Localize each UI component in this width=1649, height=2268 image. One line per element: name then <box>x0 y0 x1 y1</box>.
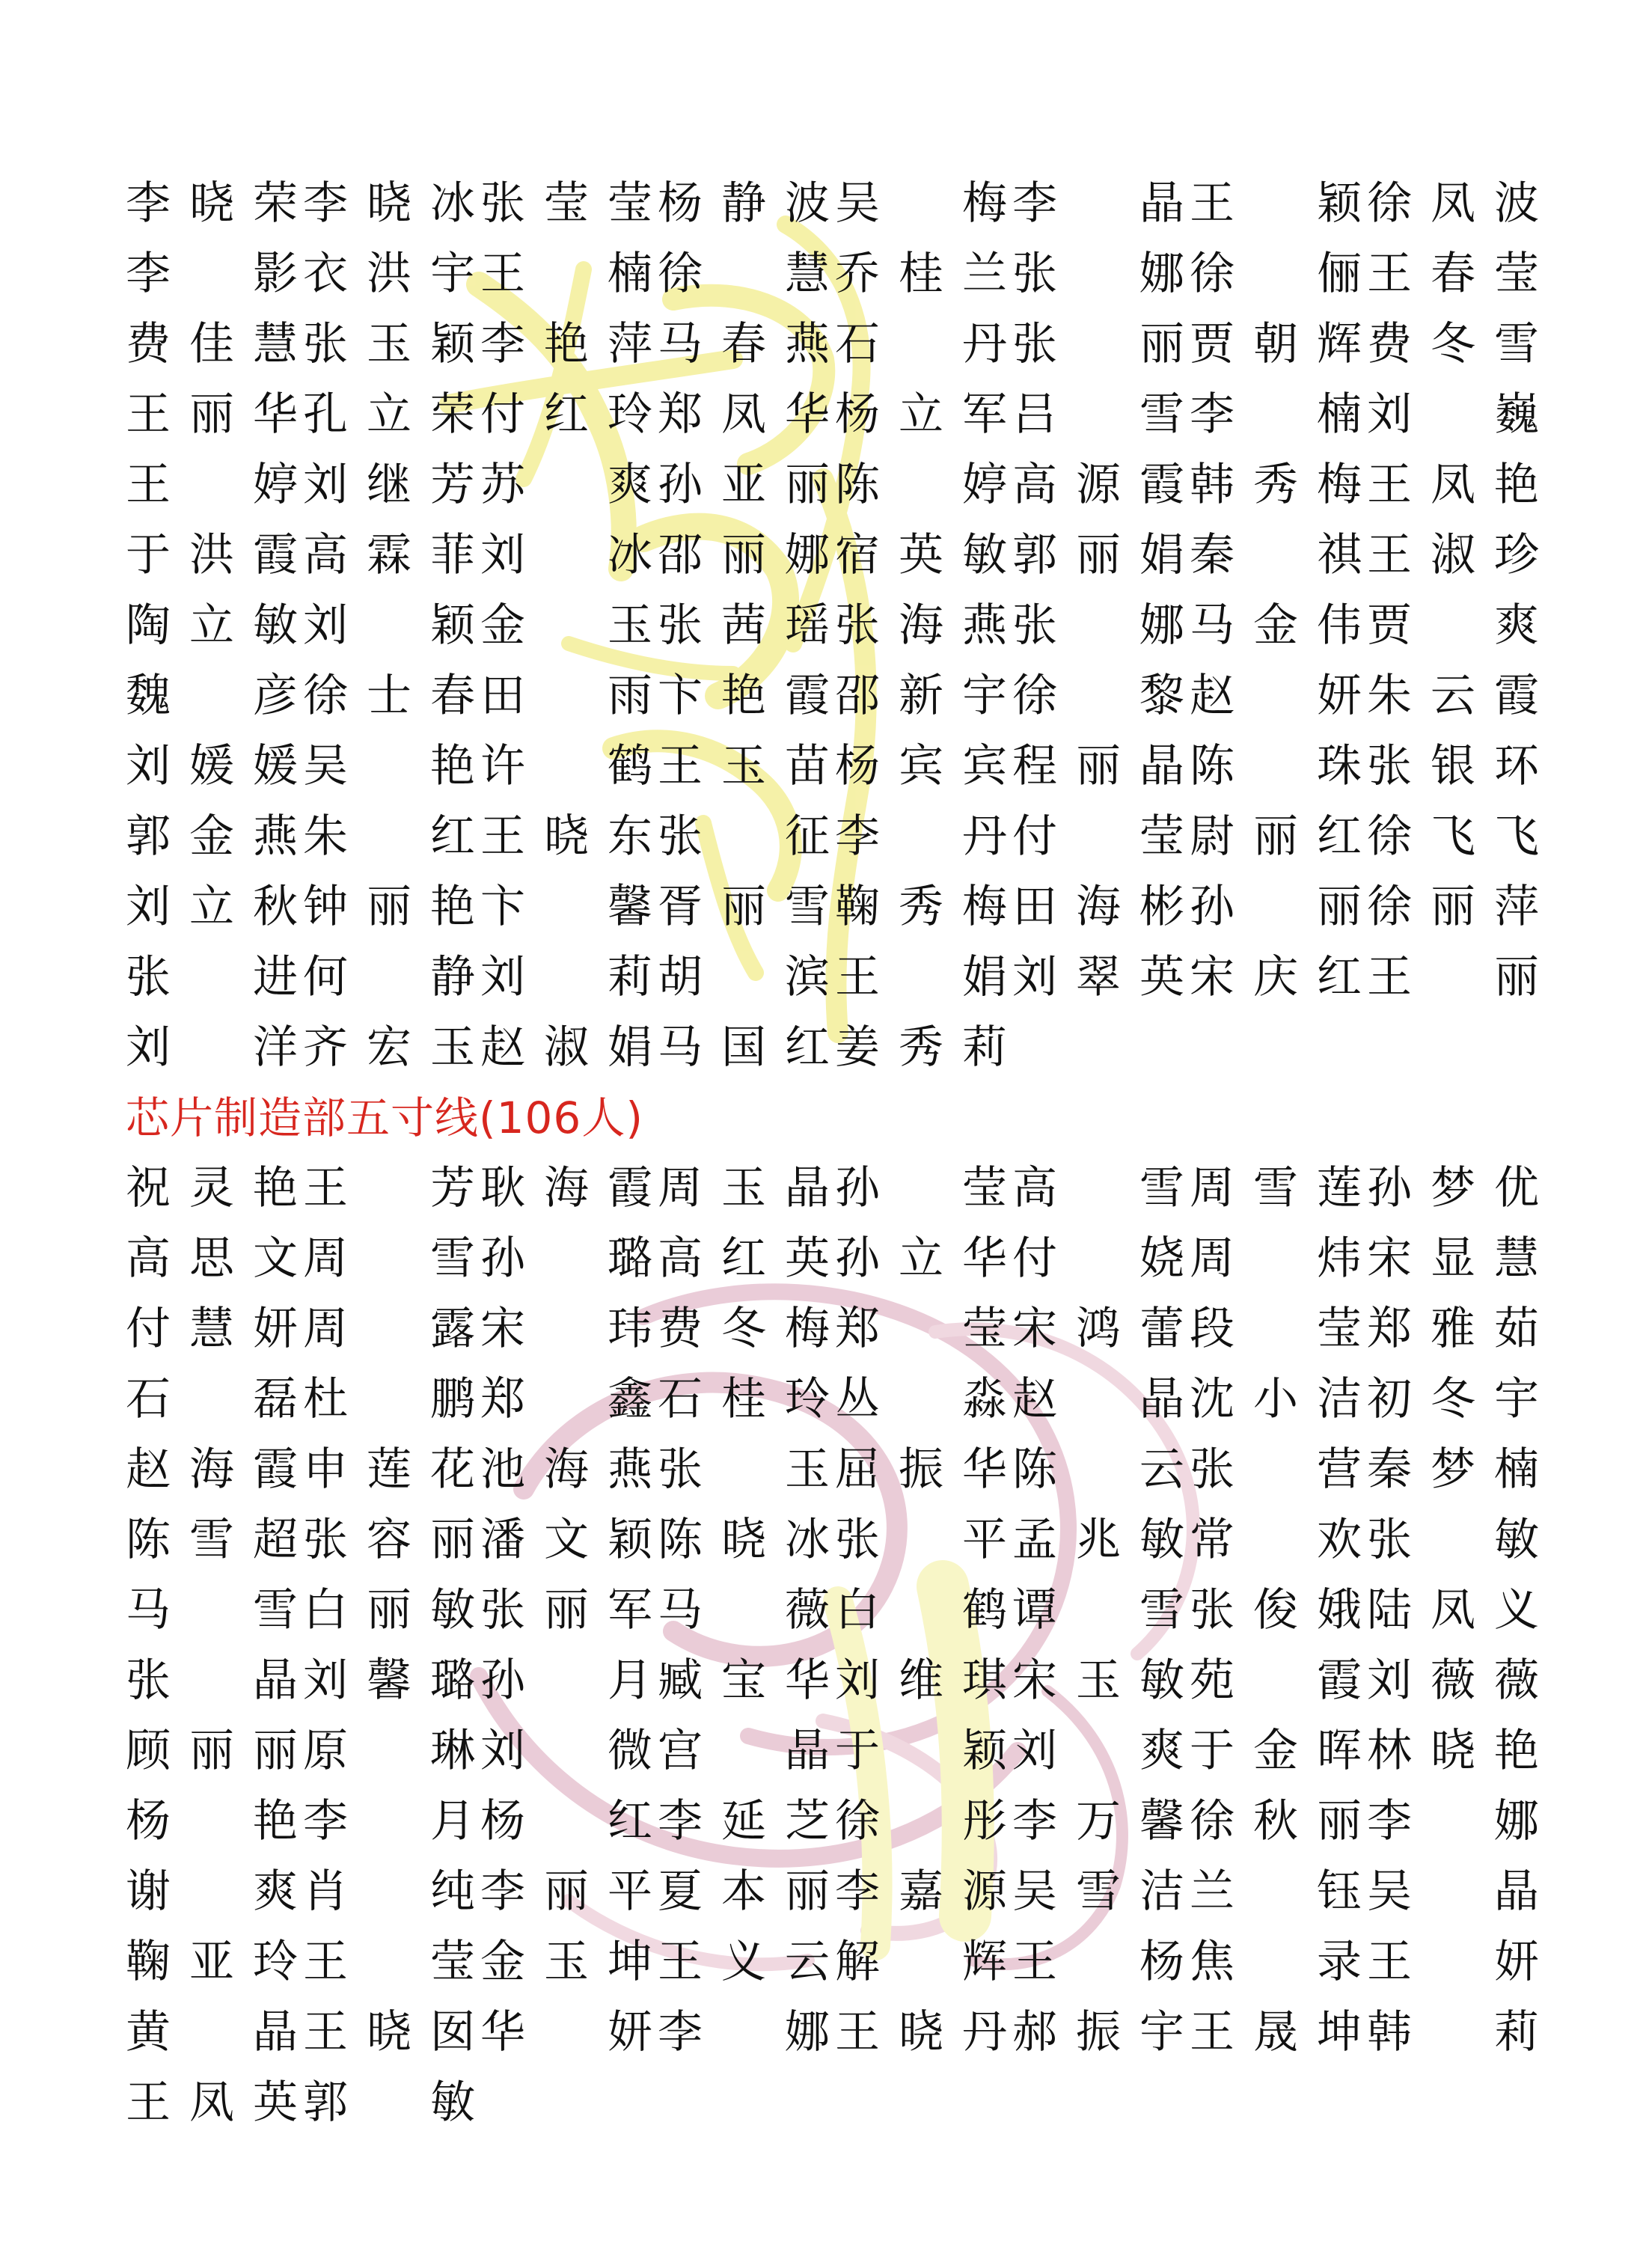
name-entry: 邵 丽 娜 <box>658 529 830 581</box>
name-entry: 徐 彤 <box>835 1795 1007 1847</box>
name-entry: 韩 莉 <box>1367 2006 1539 2058</box>
name-entry: 陈 珠 <box>1190 740 1362 792</box>
name-entry: 徐 秋 丽 <box>1190 1795 1362 1847</box>
name-entry: 孙 亚 丽 <box>658 459 830 511</box>
name-entry: 王 义 云 <box>658 1936 830 1988</box>
name-entry: 刘 维 琪 <box>835 1654 1007 1707</box>
name-entry: 杜 鹏 <box>303 1373 475 1425</box>
name-entry: 宿 英 敏 <box>835 529 1007 581</box>
name-entry: 沈 小 洁 <box>1190 1373 1362 1425</box>
name-entry: 郭 金 燕 <box>126 810 298 863</box>
name-entry: 李 丹 <box>835 810 1007 863</box>
name-entry: 刘 翠 英 <box>1012 951 1184 1003</box>
name-entry: 张 玉 颖 <box>303 318 475 370</box>
name-entry: 林 晓 艳 <box>1367 1725 1539 1777</box>
name-entry: 郝 振 宇 <box>1012 2006 1184 2058</box>
name-entry: 秦 祺 <box>1190 529 1362 581</box>
name-entry: 李 影 <box>126 248 298 300</box>
name-entry: 马 雪 <box>126 1584 298 1636</box>
name-entry: 徐 黎 <box>1012 670 1184 722</box>
name-entry: 白 丽 敏 <box>303 1584 475 1636</box>
name-entry: 金 玉 <box>480 599 652 652</box>
name-entry: 田 雨 <box>480 670 652 722</box>
name-entry: 张 银 环 <box>1367 740 1539 792</box>
name-entry: 杨 宾 宾 <box>835 740 1007 792</box>
name-entry: 付 慧 妍 <box>126 1303 298 1355</box>
name-entry: 李 延 芝 <box>658 1795 830 1847</box>
name-entry: 宋 庆 红 <box>1190 951 1362 1003</box>
name-entry: 鞠 亚 玲 <box>126 1936 298 1988</box>
name-entry: 贾 朝 辉 <box>1190 318 1362 370</box>
name-entry: 高 霖 菲 <box>303 529 475 581</box>
name-entry: 张 丽 军 <box>480 1584 652 1636</box>
name-entry: 谭 雪 <box>1012 1584 1184 1636</box>
name-entry: 付 红 玲 <box>480 388 652 441</box>
name-entry: 朱 红 <box>303 810 475 863</box>
name-entry: 周 雪 莲 <box>1190 1162 1362 1214</box>
name-entry: 金 玉 坤 <box>480 1936 652 1988</box>
name-entry: 张 茜 瑶 <box>658 599 830 652</box>
name-entry: 刘 媛 媛 <box>126 740 298 792</box>
name-entry: 于 颖 <box>835 1725 1007 1777</box>
name-entry: 刘 洋 <box>126 1021 298 1074</box>
name-entry: 齐 宏 玉 <box>303 1021 475 1074</box>
name-entry: 王 楠 <box>480 248 652 300</box>
name-entry: 张 玉 <box>658 1443 830 1496</box>
name-entry: 李 楠 <box>1190 388 1362 441</box>
name-entry: 张 丽 <box>1012 318 1184 370</box>
name-entry: 衣 洪 宇 <box>303 248 475 300</box>
name-entry: 王 芳 <box>303 1162 475 1214</box>
name-entry: 邵 新 宇 <box>835 670 1007 722</box>
name-entry: 吴 晶 <box>1367 1865 1539 1918</box>
name-entry: 卞 艳 霞 <box>658 670 830 722</box>
name-entry: 王 妍 <box>1367 1936 1539 1988</box>
name-entry: 陈 婷 <box>835 459 1007 511</box>
name-entry: 张 晶 <box>126 1654 298 1707</box>
name-entry: 高 雪 <box>1012 1162 1184 1214</box>
name-entry: 刘 微 <box>480 1725 652 1777</box>
name-entry: 卞 馨 <box>480 881 652 933</box>
name-entry: 屈 振 华 <box>835 1443 1007 1496</box>
name-entry: 孙 丽 <box>1190 881 1362 933</box>
name-entry: 苏 爽 <box>480 459 652 511</box>
name-entry: 宫 晶 <box>658 1725 830 1777</box>
name-entry: 许 鹤 <box>480 740 652 792</box>
name-entry: 徐 慧 <box>658 248 830 300</box>
name-entry: 王 娟 <box>835 951 1007 1003</box>
name-entry: 郑 鑫 <box>480 1373 652 1425</box>
name-grid <box>126 168 1539 2138</box>
name-entry: 费 冬 雪 <box>1367 318 1539 370</box>
name-entry: 刘 冰 <box>480 529 652 581</box>
name-entry: 石 磊 <box>126 1373 298 1425</box>
name-entry: 刘 颖 <box>303 599 475 652</box>
name-entry: 杨 红 <box>480 1795 652 1847</box>
name-entry: 焦 录 <box>1190 1936 1362 1988</box>
name-entry: 陈 晓 冰 <box>658 1514 830 1566</box>
name-entry: 丛 淼 <box>835 1373 1007 1425</box>
name-entry: 郑 莹 <box>835 1303 1007 1355</box>
name-entry: 孙 莹 <box>835 1162 1007 1214</box>
name-entry: 姜 秀 莉 <box>835 1021 1007 1074</box>
name-entry: 鞠 秀 梅 <box>835 881 1007 933</box>
name-entry: 周 露 <box>303 1303 475 1355</box>
name-entry: 王 玉 苗 <box>658 740 830 792</box>
name-entry: 顾 丽 丽 <box>126 1725 298 1777</box>
name-entry: 徐 士 春 <box>303 670 475 722</box>
name-entry: 王 晓 囡 <box>303 2006 475 2058</box>
name-entry: 贾 爽 <box>1367 599 1539 652</box>
name-entry: 孙 立 华 <box>835 1232 1007 1285</box>
name-entry: 李 娜 <box>658 2006 830 2058</box>
name-entry: 宋 玉 敏 <box>1012 1654 1184 1707</box>
name-entry: 高 红 英 <box>658 1232 830 1285</box>
name-entry: 张 征 <box>658 810 830 863</box>
name-entry: 张 敏 <box>1367 1514 1539 1566</box>
name-entry: 王 杨 <box>1012 1936 1184 1988</box>
name-entry: 李 嘉 源 <box>835 1865 1007 1918</box>
name-entry: 李 娜 <box>1367 1795 1539 1847</box>
name-entry: 孙 月 <box>480 1654 652 1707</box>
name-entry: 刘 爽 <box>1012 1725 1184 1777</box>
name-entry: 张 容 丽 <box>303 1514 475 1566</box>
name-entry: 陶 立 敏 <box>126 599 298 652</box>
name-entry: 郑 雅 茹 <box>1367 1303 1539 1355</box>
name-entry: 高 思 文 <box>126 1232 298 1285</box>
section-heading: 芯片制造部五寸线(106人) <box>126 1092 643 1143</box>
name-entry: 王 晓 丹 <box>835 2006 1007 2058</box>
name-entry: 徐 凤 波 <box>1367 177 1539 230</box>
name-entry: 李 万 馨 <box>1012 1795 1184 1847</box>
name-entry: 吴 艳 <box>303 740 475 792</box>
name-entry: 常 欢 <box>1190 1514 1362 1566</box>
name-entry: 付 莹 <box>1012 810 1184 863</box>
name-entry: 谢 爽 <box>126 1865 298 1918</box>
name-entry: 郭 敏 <box>303 2076 475 2129</box>
name-entry: 宋 玮 <box>480 1303 652 1355</box>
name-entry: 刘 馨 璐 <box>303 1654 475 1707</box>
name-entry: 李 丽 平 <box>480 1865 652 1918</box>
name-entry: 臧 宝 华 <box>658 1654 830 1707</box>
name-entry: 郑 凤 华 <box>658 388 830 441</box>
name-entry: 付 娆 <box>1012 1232 1184 1285</box>
name-entry: 王 丽 <box>1367 951 1539 1003</box>
name-entry: 马 国 红 <box>658 1021 830 1074</box>
name-entry: 周 雪 <box>303 1232 475 1285</box>
name-entry: 张 营 <box>1190 1443 1362 1496</box>
name-entry: 吕 雪 <box>1012 388 1184 441</box>
name-entry: 申 莲 花 <box>303 1443 475 1496</box>
name-entry: 李 晓 荣 <box>126 177 298 230</box>
name-list-page <box>126 168 1539 2138</box>
name-entry: 马 薇 <box>658 1584 830 1636</box>
name-entry: 王 晟 坤 <box>1190 2006 1362 2058</box>
name-entry: 初 冬 宇 <box>1367 1373 1539 1425</box>
name-entry: 黄 晶 <box>126 2006 298 2058</box>
name-entry: 张 俊 娥 <box>1190 1584 1362 1636</box>
name-entry: 陆 凤 义 <box>1367 1584 1539 1636</box>
name-entry: 胡 滨 <box>658 951 830 1003</box>
name-entry: 王 婷 <box>126 459 298 511</box>
name-entry: 吴 梅 <box>835 177 1007 230</box>
name-entry: 朱 云 霞 <box>1367 670 1539 722</box>
name-entry: 郭 丽 娟 <box>1012 529 1184 581</box>
name-entry: 石 桂 玲 <box>658 1373 830 1425</box>
name-entry: 徐 飞 飞 <box>1367 810 1539 863</box>
name-entry: 李 艳 萍 <box>480 318 652 370</box>
name-entry: 张 娜 <box>1012 248 1184 300</box>
name-entry: 耿 海 霞 <box>480 1162 652 1214</box>
name-entry: 杨 立 军 <box>835 388 1007 441</box>
name-entry: 吴 雪 洁 <box>1012 1865 1184 1918</box>
name-entry: 段 莹 <box>1190 1303 1362 1355</box>
name-entry: 潘 文 颖 <box>480 1514 652 1566</box>
name-entry: 张 莹 莹 <box>480 177 652 230</box>
name-entry: 周 炜 <box>1190 1232 1362 1285</box>
name-entry: 赵 海 霞 <box>126 1443 298 1496</box>
name-entry: 王 丽 华 <box>126 388 298 441</box>
name-entry: 何 静 <box>303 951 475 1003</box>
name-entry: 刘 莉 <box>480 951 652 1003</box>
name-entry: 解 辉 <box>835 1936 1007 1988</box>
name-entry: 程 丽 晶 <box>1012 740 1184 792</box>
name-entry: 赵 淑 娟 <box>480 1021 652 1074</box>
name-entry: 李 晓 冰 <box>303 177 475 230</box>
name-entry: 宋 鸿 蕾 <box>1012 1303 1184 1355</box>
name-entry: 刘 继 芳 <box>303 459 475 511</box>
name-entry: 祝 灵 艳 <box>126 1162 298 1214</box>
name-entry: 费 冬 梅 <box>658 1303 830 1355</box>
name-entry: 孙 璐 <box>480 1232 652 1285</box>
name-entry: 陈 雪 超 <box>126 1514 298 1566</box>
name-entry: 孟 兆 敏 <box>1012 1514 1184 1566</box>
name-entry: 陈 云 <box>1012 1443 1184 1496</box>
name-entry: 赵 妍 <box>1190 670 1362 722</box>
name-entry: 石 丹 <box>835 318 1007 370</box>
name-entry: 胥 丽 雪 <box>658 881 830 933</box>
name-entry: 赵 晶 <box>1012 1373 1184 1425</box>
name-entry: 于 金 晖 <box>1190 1725 1362 1777</box>
name-entry: 马 金 伟 <box>1190 599 1362 652</box>
name-entry: 孙 梦 优 <box>1367 1162 1539 1214</box>
name-entry: 孔 立 荣 <box>303 388 475 441</box>
name-entry: 刘 薇 薇 <box>1367 1654 1539 1707</box>
name-entry: 韩 秀 梅 <box>1190 459 1362 511</box>
name-entry: 宋 显 慧 <box>1367 1232 1539 1285</box>
name-entry: 王 春 莹 <box>1367 248 1539 300</box>
name-entry: 魏 彦 <box>126 670 298 722</box>
name-entry: 李 晶 <box>1012 177 1184 230</box>
name-entry: 张 海 燕 <box>835 599 1007 652</box>
name-entry: 池 海 燕 <box>480 1443 652 1496</box>
name-entry: 王 淑 珍 <box>1367 529 1539 581</box>
name-entry: 刘 立 秋 <box>126 881 298 933</box>
name-entry: 原 琳 <box>303 1725 475 1777</box>
name-entry: 乔 桂 兰 <box>835 248 1007 300</box>
name-entry: 马 春 燕 <box>658 318 830 370</box>
name-entry: 兰 钰 <box>1190 1865 1362 1918</box>
name-entry: 于 洪 霞 <box>126 529 298 581</box>
name-entry: 白 鹤 <box>835 1584 1007 1636</box>
name-entry: 夏 本 丽 <box>658 1865 830 1918</box>
name-entry: 王 凤 艳 <box>1367 459 1539 511</box>
name-entry: 杨 艳 <box>126 1795 298 1847</box>
name-entry: 徐 丽 萍 <box>1367 881 1539 933</box>
name-entry: 张 娜 <box>1012 599 1184 652</box>
name-entry: 秦 梦 楠 <box>1367 1443 1539 1496</box>
name-entry: 田 海 彬 <box>1012 881 1184 933</box>
name-entry: 费 佳 慧 <box>126 318 298 370</box>
name-entry: 钟 丽 艳 <box>303 881 475 933</box>
name-entry: 周 玉 晶 <box>658 1162 830 1214</box>
name-entry: 刘 巍 <box>1367 388 1539 441</box>
name-entry: 张 平 <box>835 1514 1007 1566</box>
name-entry: 肖 纯 <box>303 1865 475 1918</box>
name-entry: 张 进 <box>126 951 298 1003</box>
name-entry: 王 颖 <box>1190 177 1362 230</box>
name-entry: 王 凤 英 <box>126 2076 298 2129</box>
name-entry: 尉 丽 红 <box>1190 810 1362 863</box>
name-entry: 高 源 霞 <box>1012 459 1184 511</box>
name-entry: 王 莹 <box>303 1936 475 1988</box>
name-entry: 苑 霞 <box>1190 1654 1362 1707</box>
name-entry: 王 晓 东 <box>480 810 652 863</box>
name-entry: 李 月 <box>303 1795 475 1847</box>
name-entry: 华 妍 <box>480 2006 652 2058</box>
name-entry: 杨 静 波 <box>658 177 830 230</box>
name-entry: 徐 俪 <box>1190 248 1362 300</box>
